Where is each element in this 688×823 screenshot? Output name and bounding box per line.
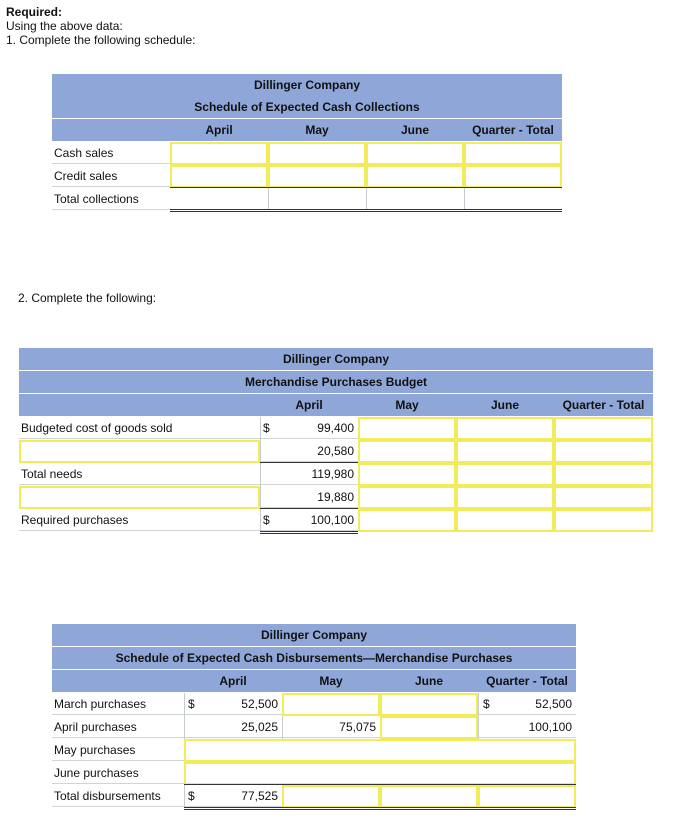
table3-row-label: Total disbursements (54, 789, 161, 803)
may-purchases-input[interactable] (184, 739, 576, 762)
table2-col-may: May (395, 398, 419, 412)
table3-title: Schedule of Expected Cash Disbursements—Merchandise Purchases (52, 647, 576, 669)
question-2-text: 2. Complete the following: (18, 291, 157, 305)
table2-april-value: 20,580 (317, 444, 354, 458)
column-divider (464, 188, 465, 210)
row4-quarter-input[interactable] (554, 486, 653, 509)
table3-april-value: 25,025 (241, 720, 278, 734)
table2-company: Dillinger Company (19, 348, 653, 370)
using-data-text: Using the above data: (6, 19, 123, 33)
credit-sales-may-input[interactable] (268, 165, 366, 188)
table2-april-value: 100,100 (310, 513, 354, 527)
table3-quarter-value: 100,100 (528, 720, 572, 734)
row2-june-input[interactable] (456, 440, 554, 463)
deduct-line-label-input[interactable] (19, 486, 260, 509)
table3-row-label: June purchases (54, 766, 139, 780)
table3-row-label: March purchases (54, 697, 147, 711)
table1-col-april: April (205, 123, 233, 137)
cogs-june-input[interactable] (456, 417, 554, 440)
total-quarter-input[interactable] (478, 785, 576, 808)
table3-col-june: June (414, 674, 443, 688)
cash-sales-may-input[interactable] (268, 142, 366, 165)
cash-sales-quarter-input[interactable] (464, 142, 562, 165)
column-divider (184, 785, 185, 808)
column-divider (268, 188, 269, 210)
column-divider (478, 693, 479, 716)
column-divider (260, 440, 261, 463)
table2-col-june: June (490, 398, 519, 412)
row4-may-input[interactable] (358, 486, 456, 509)
cash-sales-april-input[interactable] (170, 142, 268, 165)
april-june-input[interactable] (380, 716, 478, 739)
dollar-sign: $ (263, 513, 270, 527)
cogs-may-input[interactable] (358, 417, 456, 440)
table3-company: Dillinger Company (52, 624, 576, 646)
column-divider (478, 716, 479, 739)
table2-col-april: April (295, 398, 323, 412)
march-june-input[interactable] (380, 693, 478, 716)
total-double-underline (184, 807, 576, 810)
row2-quarter-input[interactable] (554, 440, 653, 463)
table3-april-value: 52,500 (241, 697, 278, 711)
table1-company: Dillinger Company (52, 74, 562, 96)
table3-april-value: 77,525 (241, 789, 278, 803)
row4-june-input[interactable] (456, 486, 554, 509)
table1-col-quarter: Quarter - Total (472, 123, 554, 137)
dollar-sign: $ (188, 697, 195, 711)
column-divider (366, 188, 367, 210)
table2-row-label: Required purchases (21, 513, 129, 527)
credit-sales-june-input[interactable] (366, 165, 464, 188)
dollar-sign: $ (263, 421, 270, 435)
column-divider (260, 463, 261, 486)
table2-april-value: 119,980 (311, 467, 354, 481)
column-divider (260, 486, 261, 509)
table2-row-label: Total needs (21, 467, 83, 481)
table3-quarter-value: 52,500 (535, 697, 572, 711)
column-divider (184, 716, 185, 739)
instructions (6, 5, 195, 47)
table2-april-value: 99,400 (317, 421, 354, 435)
column-divider (260, 509, 261, 532)
column-divider (184, 693, 185, 716)
cogs-quarter-input[interactable] (554, 417, 653, 440)
column-divider (282, 716, 283, 739)
table1-title: Schedule of Expected Cash Collections (52, 96, 562, 118)
table1-row-label: Credit sales (54, 169, 118, 183)
question-1-text: 1. Complete the following schedule: (6, 33, 196, 47)
total-needs-may-input[interactable] (358, 463, 456, 486)
dollar-sign: $ (188, 789, 195, 803)
required-heading: Required: (6, 5, 63, 19)
credit-sales-quarter-input[interactable] (464, 165, 562, 188)
table3-may-value: 75,075 (339, 720, 376, 734)
table2-row-label: Budgeted cost of goods sold (21, 421, 173, 435)
table-row (52, 188, 562, 210)
dollar-sign: $ (483, 697, 490, 711)
table3-col-quarter: Quarter - Total (486, 674, 568, 688)
table1-row-label: Cash sales (54, 146, 114, 160)
cash-sales-june-input[interactable] (366, 142, 464, 165)
table2-col-quarter: Quarter - Total (562, 398, 645, 412)
total-double-underline (260, 531, 358, 534)
table1-col-may: May (305, 123, 329, 137)
credit-sales-april-input[interactable] (170, 165, 268, 188)
required-purchases-june-input[interactable] (456, 509, 554, 532)
table1-row-label: Total collections (54, 192, 139, 206)
add-line-label-input[interactable] (19, 440, 260, 463)
june-purchases-input[interactable] (184, 762, 576, 785)
total-needs-quarter-input[interactable] (554, 463, 653, 486)
column-divider (260, 417, 261, 440)
table3-row-label: April purchases (54, 720, 137, 734)
table3-col-may: May (319, 674, 343, 688)
required-purchases-may-input[interactable] (358, 509, 456, 532)
table2-title: Merchandise Purchases Budget (19, 371, 653, 393)
table3-row-label: May purchases (54, 743, 136, 757)
total-may-input[interactable] (282, 785, 380, 808)
required-purchases-quarter-input[interactable] (554, 509, 653, 532)
march-may-input[interactable] (282, 693, 380, 716)
total-needs-june-input[interactable] (456, 463, 554, 486)
total-june-input[interactable] (380, 785, 478, 808)
table3-col-april: April (219, 674, 247, 688)
table1-col-june: June (400, 123, 429, 137)
table2-april-value: 19,880 (317, 490, 354, 504)
total-double-underline (170, 209, 562, 212)
row2-may-input[interactable] (358, 440, 456, 463)
